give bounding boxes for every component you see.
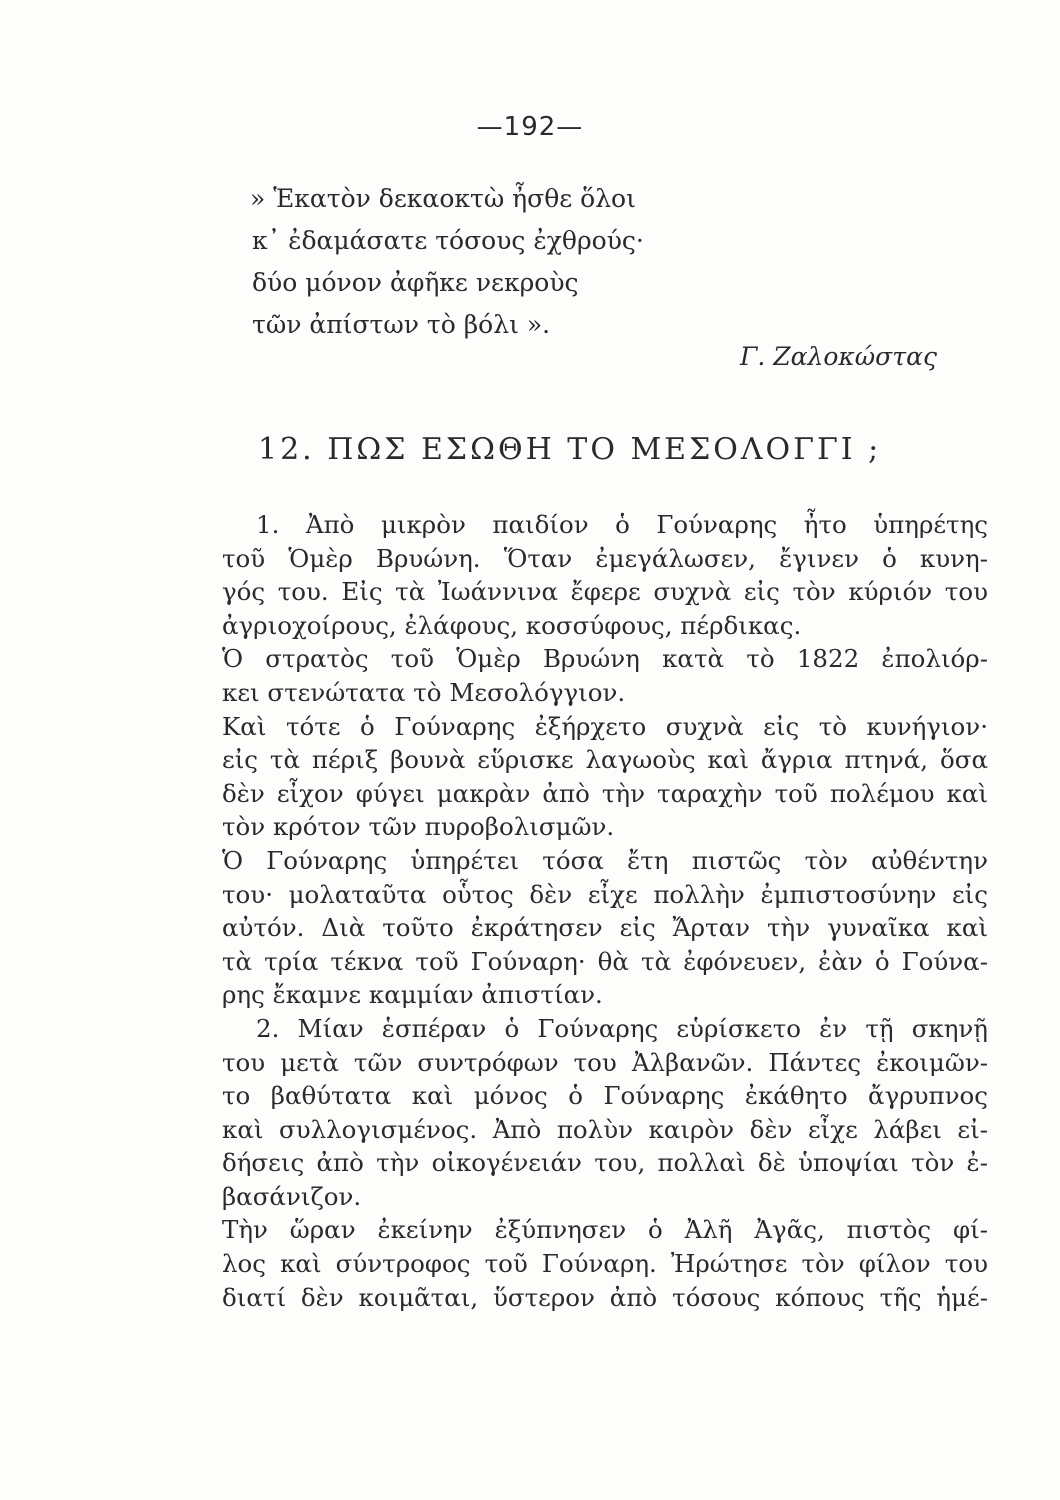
text-line: Καὶ τότε ὁ Γούναρης ἐξήρχετο συχνὰ εἰς τὸ κυνήγιον· bbox=[222, 711, 988, 741]
text-line: δὲν εἶχον φύγει μακρὰν ἀπὸ τὴν ταραχὴν τοῦ πολέμου καὶ bbox=[222, 778, 988, 808]
page-number: —192— bbox=[476, 112, 584, 142]
verse-line: δύο μόνον ἀφῆκε νεκροὺς bbox=[252, 268, 579, 297]
text-line: του μετὰ τῶν συντρόφων του Ἀλβανῶν. Πάντες ἐκοιμῶν- bbox=[222, 1047, 988, 1077]
text-line: δήσεις ἀπὸ τὴν οἰκογένειάν του, πολλαὶ δὲ ὑποψίαι τὸν ἐ- bbox=[222, 1148, 988, 1178]
verse-epigraph bbox=[250, 178, 850, 346]
text-line: λος καὶ σύντροφος τοῦ Γούναρη. Ἠρώτησε τὸν φίλον του bbox=[222, 1249, 988, 1279]
verse-line: » Ἑκατὸν δεκαοκτὼ ἦσθε ὅλοι bbox=[250, 184, 636, 213]
text-line: αὐτόν. Διὰ τοῦτο ἐκράτησεν εἰς Ἄρταν τὴν γυναῖκα καὶ bbox=[222, 913, 988, 943]
text-line: βασάνιζον. bbox=[222, 1181, 362, 1211]
text-line: 2. Μίαν ἑσπέραν ὁ Γούναρης εὑρίσκετο ἐν τῇ σκηνῇ bbox=[256, 1013, 988, 1043]
text-line: του· μολαταῦτα οὗτος δὲν εἶχε πολλὴν ἐμπιστοσύνην εἰς bbox=[222, 879, 988, 909]
text-line: διατί δὲν κοιμᾶται, ὕστερον ἀπὸ τόσους κόπους τῆς ἡμέ- bbox=[222, 1282, 988, 1312]
text-line: ἀγριοχοίρους, ἐλάφους, κοσσύφους, πέρδικας. bbox=[222, 610, 802, 640]
text-line: Τὴν ὥραν ἐκείνην ἐξύπνησεν ὁ Ἀλῆ Ἀγᾶς, πιστὸς φί- bbox=[222, 1215, 988, 1245]
text-line: ρης ἔκαμνε καμμίαν ἀπιστίαν. bbox=[222, 980, 603, 1010]
text-line: Ὁ Γούναρης ὑπηρέτει τόσα ἔτη πιστῶς τὸν αὐθέντην bbox=[222, 845, 988, 875]
text-line: το βαθύτατα καὶ μόνος ὁ Γούναρης ἐκάθητο ἄγρυπνος bbox=[222, 1081, 988, 1111]
text-line: καὶ συλλογισμένος. Ἀπὸ πολὺν καιρὸν δὲν εἶχε λάβει εἰ- bbox=[222, 1114, 988, 1144]
text-line: γός του. Εἰς τὰ Ἰωάννινα ἔφερε συχνὰ εἰς τὸν κύριόν του bbox=[222, 577, 988, 607]
verse-author: Γ. Ζαλοκώστας bbox=[740, 342, 937, 371]
body-text bbox=[222, 508, 988, 1314]
chapter-heading: 12. ΠΩΣ ΕΣΩΘΗ ΤΟ ΜΕΣΟΛΟΓΓΙ ; bbox=[258, 432, 882, 467]
verse-line: κ᾽ ἐδαμάσατε τόσους ἐχθρούς· bbox=[252, 226, 644, 255]
verse-line: τῶν ἀπίστων τὸ βόλι ». bbox=[252, 310, 551, 339]
text-line: εἰς τὰ πέριξ βουνὰ εὕρισκε λαγωοὺς καὶ ἄγρια πτηνά, ὅσα bbox=[222, 745, 988, 775]
text-line: Ὁ στρατὸς τοῦ Ὁμὲρ Βρυώνη κατὰ τὸ 1822 ἐπολιόρ- bbox=[222, 644, 988, 674]
text-line: 1. Ἀπὸ μικρὸν παιδίον ὁ Γούναρης ἦτο ὑπηρέτης bbox=[256, 510, 988, 539]
text-line: τὰ τρία τέκνα τοῦ Γούναρη· θὰ τὰ ἐφόνευεν, ἐὰν ὁ Γούνα- bbox=[222, 946, 988, 976]
text-line: τὸν κρότον τῶν πυροβολισμῶν. bbox=[222, 812, 615, 842]
text-line: τοῦ Ὁμὲρ Βρυώνη. Ὅταν ἐμεγάλωσεν, ἔγινεν ὁ κυνη- bbox=[222, 543, 988, 573]
text-line: κει στενώτατα τὸ Μεσολόγγιον. bbox=[222, 677, 626, 707]
